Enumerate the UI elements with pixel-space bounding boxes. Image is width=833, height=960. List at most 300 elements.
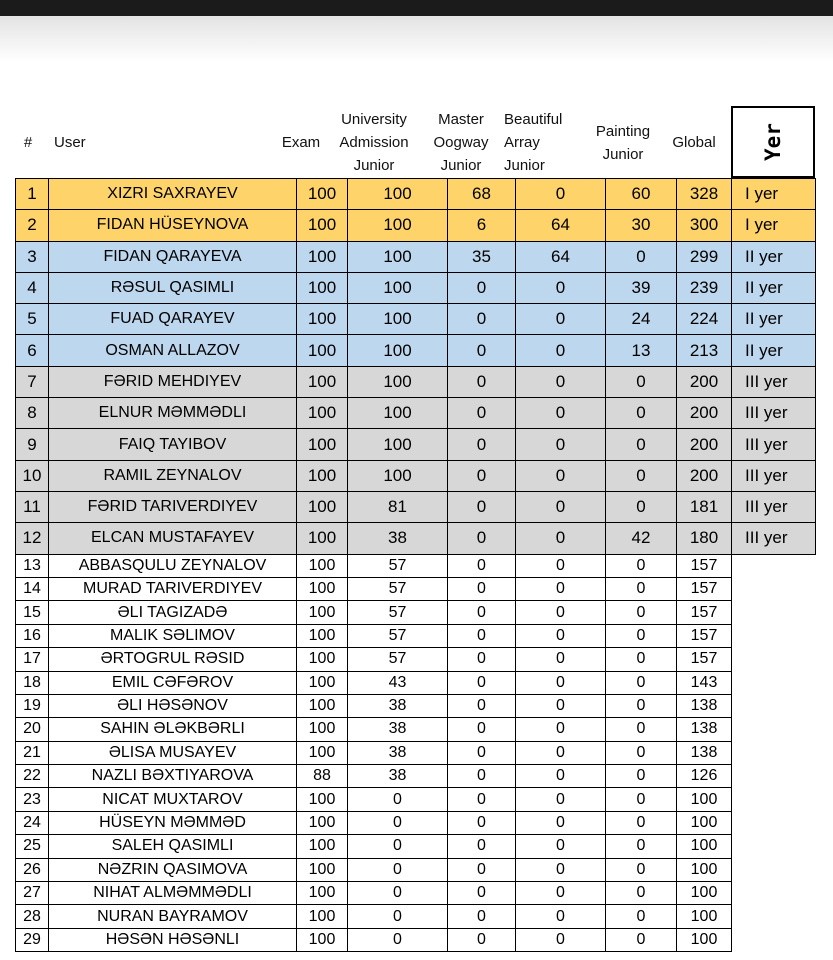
exam-cell: 100 <box>297 272 348 303</box>
exam-cell: 100 <box>297 718 348 741</box>
master-cell: 0 <box>448 304 516 335</box>
painting-cell: 0 <box>606 718 677 741</box>
global-cell: 157 <box>677 554 732 577</box>
rank-cell: 24 <box>16 811 49 834</box>
exam-cell: 100 <box>297 624 348 647</box>
header-beautiful: Beautiful Array Junior <box>504 111 563 174</box>
year-cell-empty <box>732 835 816 858</box>
exam-cell: 100 <box>297 905 348 928</box>
exam-cell: 100 <box>297 671 348 694</box>
rank-cell: 28 <box>16 905 49 928</box>
year-cell-empty <box>732 694 816 717</box>
exam-cell: 100 <box>297 429 348 460</box>
rank-cell: 14 <box>16 577 49 600</box>
user-cell: HÜSEYN MƏMMƏD <box>49 811 297 834</box>
user-cell: NƏZRIN QASIMOVA <box>49 858 297 881</box>
table-row <box>16 523 816 554</box>
painting-cell: 0 <box>606 398 677 429</box>
year-cell-empty <box>732 905 816 928</box>
rank-cell: 2 <box>16 210 49 241</box>
exam-cell: 100 <box>297 491 348 522</box>
master-cell: 0 <box>448 905 516 928</box>
master-cell: 68 <box>448 179 516 210</box>
year-cell-empty <box>732 718 816 741</box>
table-row <box>16 858 816 881</box>
year-cell-empty <box>732 577 816 600</box>
year-cell-empty <box>732 624 816 647</box>
user-cell: RƏSUL QASIMLI <box>49 272 297 303</box>
table-row <box>16 648 816 671</box>
master-cell: 0 <box>448 765 516 788</box>
master-cell: 0 <box>448 741 516 764</box>
table-row <box>16 601 816 624</box>
master-cell: 0 <box>448 648 516 671</box>
painting-cell: 60 <box>606 179 677 210</box>
year-cell-empty <box>732 554 816 577</box>
painting-cell: 0 <box>606 648 677 671</box>
university-cell: 81 <box>348 491 448 522</box>
year-cell-empty <box>732 811 816 834</box>
painting-cell: 0 <box>606 694 677 717</box>
table-row <box>16 835 816 858</box>
university-cell: 0 <box>348 905 448 928</box>
master-cell: 0 <box>448 491 516 522</box>
university-cell: 57 <box>348 624 448 647</box>
rank-cell: 26 <box>16 858 49 881</box>
university-cell: 100 <box>348 272 448 303</box>
painting-cell: 42 <box>606 523 677 554</box>
exam-cell: 100 <box>297 304 348 335</box>
master-cell: 0 <box>448 858 516 881</box>
global-cell: 180 <box>677 523 732 554</box>
exam-cell: 100 <box>297 554 348 577</box>
master-cell: 0 <box>448 554 516 577</box>
exam-cell: 100 <box>297 811 348 834</box>
beautiful-cell: 0 <box>516 366 606 397</box>
rank-cell: 9 <box>16 429 49 460</box>
painting-cell: 0 <box>606 577 677 600</box>
painting-cell: 0 <box>606 835 677 858</box>
rank-cell: 16 <box>16 624 49 647</box>
master-cell: 0 <box>448 811 516 834</box>
beautiful-cell: 0 <box>516 694 606 717</box>
master-cell: 0 <box>448 671 516 694</box>
user-cell: FIDAN QARAYEVA <box>49 241 297 272</box>
rank-cell: 5 <box>16 304 49 335</box>
top-shadow <box>0 16 833 62</box>
user-cell: FIDAN HÜSEYNOVA <box>49 210 297 241</box>
year-cell: II yer <box>732 335 816 366</box>
exam-cell: 100 <box>297 366 348 397</box>
year-cell: III yer <box>732 429 816 460</box>
user-cell: ƏRTOGRUL RƏSID <box>49 648 297 671</box>
rank-cell: 17 <box>16 648 49 671</box>
user-cell: FƏRID TARIVERDIYEV <box>49 491 297 522</box>
university-cell: 38 <box>348 694 448 717</box>
global-cell: 100 <box>677 788 732 811</box>
painting-cell: 0 <box>606 554 677 577</box>
user-cell: MURAD TARIVERDIYEV <box>49 577 297 600</box>
university-cell: 100 <box>348 241 448 272</box>
exam-cell: 100 <box>297 858 348 881</box>
master-cell: 35 <box>448 241 516 272</box>
table-row <box>16 624 816 647</box>
user-cell: OSMAN ALLAZOV <box>49 335 297 366</box>
global-cell: 299 <box>677 241 732 272</box>
university-cell: 0 <box>348 835 448 858</box>
year-cell: III yer <box>732 491 816 522</box>
exam-cell: 100 <box>297 648 348 671</box>
global-cell: 200 <box>677 398 732 429</box>
university-cell: 100 <box>348 210 448 241</box>
user-cell: NIHAT ALMƏMMƏDLI <box>49 882 297 905</box>
user-cell: MALIK SƏLIMOV <box>49 624 297 647</box>
university-cell: 38 <box>348 765 448 788</box>
year-cell: I yer <box>732 210 816 241</box>
master-cell: 0 <box>448 788 516 811</box>
university-cell: 100 <box>348 429 448 460</box>
beautiful-cell: 0 <box>516 928 606 951</box>
year-cell-empty <box>732 648 816 671</box>
beautiful-cell: 0 <box>516 335 606 366</box>
global-cell: 143 <box>677 671 732 694</box>
table-row <box>16 671 816 694</box>
exam-cell: 100 <box>297 241 348 272</box>
global-cell: 200 <box>677 429 732 460</box>
table-row <box>16 335 816 366</box>
master-cell: 0 <box>448 366 516 397</box>
beautiful-cell: 0 <box>516 718 606 741</box>
global-cell: 100 <box>677 928 732 951</box>
painting-cell: 0 <box>606 858 677 881</box>
university-cell: 100 <box>348 366 448 397</box>
beautiful-cell: 64 <box>516 210 606 241</box>
global-cell: 213 <box>677 335 732 366</box>
global-cell: 328 <box>677 179 732 210</box>
user-cell: ƏLI HƏSƏNOV <box>49 694 297 717</box>
header-global: Global <box>672 134 716 151</box>
table-row <box>16 741 816 764</box>
exam-cell: 100 <box>297 694 348 717</box>
header-painting: Painting Junior <box>595 123 651 163</box>
table-row <box>16 429 816 460</box>
rank-cell: 22 <box>16 765 49 788</box>
beautiful-cell: 0 <box>516 523 606 554</box>
user-cell: ABBASQULU ZEYNALOV <box>49 554 297 577</box>
painting-cell: 30 <box>606 210 677 241</box>
global-cell: 239 <box>677 272 732 303</box>
university-cell: 38 <box>348 718 448 741</box>
master-cell: 0 <box>448 523 516 554</box>
table-row <box>16 179 816 210</box>
rank-cell: 10 <box>16 460 49 491</box>
user-cell: NURAN BAYRAMOV <box>49 905 297 928</box>
master-cell: 0 <box>448 624 516 647</box>
rank-cell: 7 <box>16 366 49 397</box>
beautiful-cell: 64 <box>516 241 606 272</box>
header-university: University Admission Junior <box>339 111 409 174</box>
painting-cell: 0 <box>606 882 677 905</box>
master-cell: 0 <box>448 429 516 460</box>
painting-cell: 0 <box>606 811 677 834</box>
global-cell: 138 <box>677 694 732 717</box>
table-row <box>16 577 816 600</box>
header-user: User <box>54 134 86 151</box>
table-row <box>16 210 816 241</box>
user-cell: NAZLI BƏXTIYAROVA <box>49 765 297 788</box>
beautiful-cell: 0 <box>516 741 606 764</box>
rank-cell: 21 <box>16 741 49 764</box>
rank-cell: 13 <box>16 554 49 577</box>
rank-cell: 27 <box>16 882 49 905</box>
user-cell: RAMIL ZEYNALOV <box>49 460 297 491</box>
painting-cell: 0 <box>606 624 677 647</box>
beautiful-cell: 0 <box>516 304 606 335</box>
exam-cell: 100 <box>297 523 348 554</box>
exam-cell: 88 <box>297 765 348 788</box>
exam-cell: 100 <box>297 210 348 241</box>
beautiful-cell: 0 <box>516 491 606 522</box>
rank-cell: 4 <box>16 272 49 303</box>
user-cell: ELNUR MƏMMƏDLI <box>49 398 297 429</box>
beautiful-cell: 0 <box>516 788 606 811</box>
painting-cell: 0 <box>606 366 677 397</box>
exam-cell: 100 <box>297 928 348 951</box>
year-cell-empty <box>732 671 816 694</box>
global-cell: 100 <box>677 811 732 834</box>
rank-cell: 6 <box>16 335 49 366</box>
global-cell: 157 <box>677 577 732 600</box>
painting-cell: 0 <box>606 460 677 491</box>
master-cell: 0 <box>448 835 516 858</box>
beautiful-cell: 0 <box>516 765 606 788</box>
beautiful-cell: 0 <box>516 811 606 834</box>
global-cell: 300 <box>677 210 732 241</box>
rank-cell: 29 <box>16 928 49 951</box>
table-row <box>16 788 816 811</box>
year-cell: III yer <box>732 523 816 554</box>
user-cell: FUAD QARAYEV <box>49 304 297 335</box>
year-cell: II yer <box>732 304 816 335</box>
university-cell: 0 <box>348 858 448 881</box>
global-cell: 181 <box>677 491 732 522</box>
beautiful-cell: 0 <box>516 398 606 429</box>
beautiful-cell: 0 <box>516 882 606 905</box>
user-cell: ƏLI TAGIZADƏ <box>49 601 297 624</box>
year-cell: I yer <box>732 179 816 210</box>
beautiful-cell: 0 <box>516 554 606 577</box>
university-cell: 57 <box>348 554 448 577</box>
painting-cell: 0 <box>606 905 677 928</box>
university-cell: 100 <box>348 335 448 366</box>
year-cell: III yer <box>732 398 816 429</box>
user-cell: HƏSƏN HƏSƏNLI <box>49 928 297 951</box>
global-cell: 157 <box>677 648 732 671</box>
beautiful-cell: 0 <box>516 179 606 210</box>
beautiful-cell: 0 <box>516 577 606 600</box>
rank-cell: 15 <box>16 601 49 624</box>
header-num: # <box>23 134 33 151</box>
master-cell: 6 <box>448 210 516 241</box>
year-cell-empty <box>732 882 816 905</box>
beautiful-cell: 0 <box>516 624 606 647</box>
master-cell: 0 <box>448 694 516 717</box>
master-cell: 0 <box>448 460 516 491</box>
user-cell: ƏLISA MUSAYEV <box>49 741 297 764</box>
rank-cell: 20 <box>16 718 49 741</box>
university-cell: 57 <box>348 601 448 624</box>
table-row <box>16 554 816 577</box>
rank-cell: 8 <box>16 398 49 429</box>
exam-cell: 100 <box>297 741 348 764</box>
user-cell: XIZRI SAXRAYEV <box>49 179 297 210</box>
painting-cell: 39 <box>606 272 677 303</box>
exam-cell: 100 <box>297 788 348 811</box>
rank-cell: 1 <box>16 179 49 210</box>
table-row <box>16 272 816 303</box>
university-cell: 38 <box>348 741 448 764</box>
global-cell: 100 <box>677 858 732 881</box>
global-cell: 100 <box>677 835 732 858</box>
global-cell: 200 <box>677 366 732 397</box>
global-cell: 138 <box>677 741 732 764</box>
university-cell: 100 <box>348 398 448 429</box>
global-cell: 138 <box>677 718 732 741</box>
rank-cell: 19 <box>16 694 49 717</box>
painting-cell: 0 <box>606 671 677 694</box>
year-cell: III yer <box>732 366 816 397</box>
master-cell: 0 <box>448 335 516 366</box>
global-cell: 157 <box>677 601 732 624</box>
rank-cell: 3 <box>16 241 49 272</box>
table-row <box>16 366 816 397</box>
table-row <box>16 811 816 834</box>
beautiful-cell: 0 <box>516 429 606 460</box>
university-cell: 38 <box>348 523 448 554</box>
master-cell: 0 <box>448 272 516 303</box>
painting-cell: 0 <box>606 741 677 764</box>
year-cell: III yer <box>732 460 816 491</box>
master-cell: 0 <box>448 882 516 905</box>
rank-cell: 18 <box>16 671 49 694</box>
table-row <box>16 905 816 928</box>
year-cell: II yer <box>732 272 816 303</box>
table-row <box>16 460 816 491</box>
painting-cell: 0 <box>606 765 677 788</box>
exam-cell: 100 <box>297 882 348 905</box>
global-cell: 100 <box>677 905 732 928</box>
global-cell: 224 <box>677 304 732 335</box>
user-cell: NICAT MUXTAROV <box>49 788 297 811</box>
university-cell: 100 <box>348 304 448 335</box>
university-cell: 43 <box>348 671 448 694</box>
master-cell: 0 <box>448 601 516 624</box>
university-cell: 0 <box>348 788 448 811</box>
table-row <box>16 718 816 741</box>
painting-cell: 13 <box>606 335 677 366</box>
exam-cell: 100 <box>297 601 348 624</box>
university-cell: 0 <box>348 928 448 951</box>
year-cell: II yer <box>732 241 816 272</box>
master-cell: 0 <box>448 577 516 600</box>
user-cell: SAHIN ƏLƏKBƏRLI <box>49 718 297 741</box>
table-row <box>16 765 816 788</box>
exam-cell: 100 <box>297 835 348 858</box>
painting-cell: 0 <box>606 601 677 624</box>
painting-cell: 0 <box>606 788 677 811</box>
table-row <box>16 398 816 429</box>
beautiful-cell: 0 <box>516 835 606 858</box>
exam-cell: 100 <box>297 398 348 429</box>
painting-cell: 0 <box>606 429 677 460</box>
global-cell: 200 <box>677 460 732 491</box>
rank-cell: 11 <box>16 491 49 522</box>
painting-cell: 0 <box>606 491 677 522</box>
exam-cell: 100 <box>297 460 348 491</box>
master-cell: 0 <box>448 398 516 429</box>
beautiful-cell: 0 <box>516 648 606 671</box>
top-bar <box>0 0 833 16</box>
university-cell: 57 <box>348 577 448 600</box>
user-cell: EMIL CƏFƏROV <box>49 671 297 694</box>
painting-cell: 0 <box>606 928 677 951</box>
painting-cell: 24 <box>606 304 677 335</box>
year-cell-empty <box>732 928 816 951</box>
user-cell: SALEH QASIMLI <box>49 835 297 858</box>
master-cell: 0 <box>448 928 516 951</box>
header-exam: Exam <box>281 134 321 151</box>
university-cell: 0 <box>348 882 448 905</box>
beautiful-cell: 0 <box>516 858 606 881</box>
beautiful-cell: 0 <box>516 460 606 491</box>
rank-cell: 25 <box>16 835 49 858</box>
header-master: Master Oogway Junior <box>433 111 489 174</box>
exam-cell: 100 <box>297 577 348 600</box>
user-cell: ELCAN MUSTAFAYEV <box>49 523 297 554</box>
table-row <box>16 694 816 717</box>
table-row <box>16 928 816 951</box>
year-cell-empty <box>732 741 816 764</box>
global-cell: 157 <box>677 624 732 647</box>
master-cell: 0 <box>448 718 516 741</box>
year-cell-empty <box>732 858 816 881</box>
beautiful-cell: 0 <box>516 272 606 303</box>
global-cell: 126 <box>677 765 732 788</box>
leaderboard-table <box>15 178 816 952</box>
university-cell: 0 <box>348 811 448 834</box>
year-cell-empty <box>732 601 816 624</box>
university-cell: 100 <box>348 460 448 491</box>
year-cell-empty <box>732 788 816 811</box>
table-row <box>16 304 816 335</box>
rank-cell: 12 <box>16 523 49 554</box>
table-row <box>16 882 816 905</box>
table-row <box>16 241 816 272</box>
exam-cell: 100 <box>297 179 348 210</box>
beautiful-cell: 0 <box>516 671 606 694</box>
global-cell: 100 <box>677 882 732 905</box>
table-row <box>16 491 816 522</box>
university-cell: 100 <box>348 179 448 210</box>
user-cell: FƏRID MEHDIYEV <box>49 366 297 397</box>
header-year: Yer <box>731 106 815 178</box>
user-cell: FAIQ TAYIBOV <box>49 429 297 460</box>
university-cell: 57 <box>348 648 448 671</box>
exam-cell: 100 <box>297 335 348 366</box>
beautiful-cell: 0 <box>516 905 606 928</box>
rank-cell: 23 <box>16 788 49 811</box>
year-cell-empty <box>732 765 816 788</box>
